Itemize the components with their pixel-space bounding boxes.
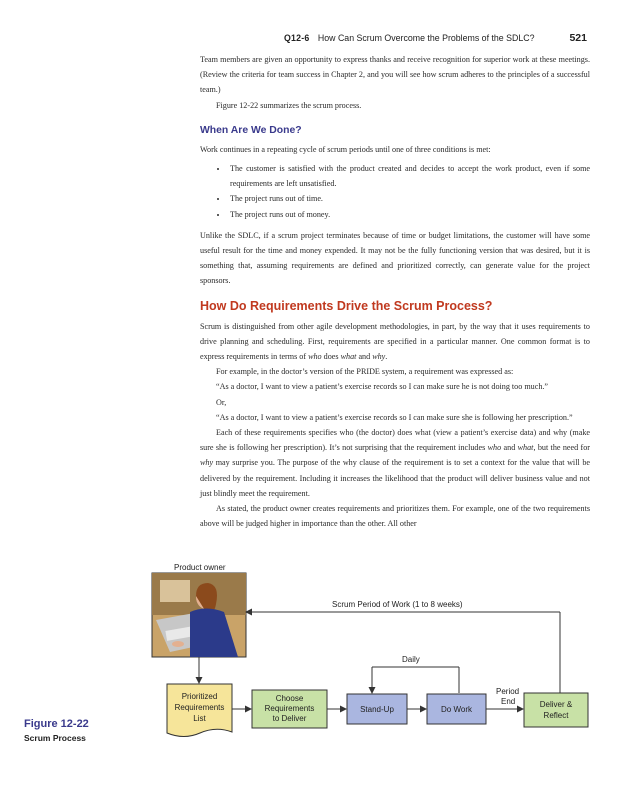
paragraph: Work continues in a repeating cycle of scrum periods until one of three conditions is met:	[200, 144, 491, 154]
paragraph: Scrum is distinguished from other agile development methodologies, in part, by the way that it uses requirements to drive planning and scheduling. First, requirements are specified in a particular manner. One common format is to express requirements in terms of who does what and why.	[200, 321, 590, 362]
product-owner-image	[152, 573, 246, 657]
stand-up-box	[347, 694, 407, 724]
list-item: • The customer is satisfied with the product created and decides to accept the work product, even if some requirements are left unsatisfied.	[228, 161, 590, 191]
period-end-label: End	[501, 697, 516, 706]
product-owner-label: Product owner	[174, 563, 226, 572]
figure-caption: Scrum Process	[24, 733, 86, 743]
svg-text:Deliver &: Deliver &	[539, 700, 573, 709]
section-title: How Can Scrum Overcome the Problems of the SDLC?	[317, 33, 535, 43]
svg-text:Reflect: Reflect	[543, 711, 569, 720]
svg-text:Requirements: Requirements	[174, 703, 225, 712]
section-heading: How Do Requirements Drive the Scrum Process?	[200, 298, 493, 313]
do-work-box	[427, 694, 486, 724]
paragraph: As stated, the product owner creates requirements and prioritizes them. For example, one of the two requirements above will be judged higher in importance than the other. All other	[200, 504, 590, 529]
period-end-label: Period	[496, 687, 520, 696]
quote: “As a doctor, I want to view a patient’s exercise records so I can make sure she is following her prescription.”	[216, 412, 573, 422]
svg-text:List: List	[193, 714, 206, 723]
page-number: 521	[569, 32, 587, 44]
svg-text:Do Work: Do Work	[441, 705, 472, 714]
list-item: • The project runs out of time.	[228, 191, 590, 206]
quote: “As a doctor, I want to view a patient’s exercise records so I can make sure he is not doing too much.”	[216, 382, 549, 392]
prioritized-requirements-list-box	[167, 684, 232, 737]
section-heading: When Are We Done?	[200, 124, 302, 136]
paragraph: Unlike the SDLC, if a scrum project terminates because of time or budget limitations, the customer will have some useful result for the time and money expended. It may not be the fully functioning version that was desired, but it is something that, assuming requirements are defined and prioritized correctly, can generate value for the project sponsors.	[200, 230, 590, 286]
svg-text:to Deliver: to Deliver	[272, 714, 307, 723]
list-item: • The project runs out of money.	[228, 207, 590, 222]
paragraph: Team members are given an opportunity to express thanks and receive recognition for superior work at these meetings. (Review the criteria for team success in Chapter 2, and you will see how scrum adheres to the principles of a successful team.)	[200, 55, 590, 95]
paragraph: Each of these requirements specifies who (the doctor) does what (view a patient’s exercise data) and why (make sure she is following her prescription). It’s not surprising that the requirement includes who and what, but the need for why may surprise you. The purpose of the why clause of the requirement is to set a context for the value that will be delivered by the requirement. Including it increases the likelihood that the product will deliver business value and not just blindly meet the requirement.	[200, 428, 591, 498]
deliver-reflect-box	[524, 693, 588, 727]
scrum-period-label: Scrum Period of Work (1 to 8 weeks)	[332, 600, 463, 609]
svg-text:Prioritized: Prioritized	[181, 692, 218, 701]
svg-text:Stand-Up: Stand-Up	[360, 705, 394, 714]
daily-label: Daily	[402, 655, 420, 664]
figure-label	[24, 718, 89, 743]
figure-number: Figure 12-22	[24, 718, 89, 730]
section-number: Q12-6	[284, 33, 310, 43]
svg-text:Choose: Choose	[275, 694, 304, 703]
paragraph: Or,	[216, 397, 227, 407]
svg-text:Requirements: Requirements	[264, 704, 315, 713]
paragraph: Figure 12-22 summarizes the scrum process.	[216, 100, 362, 110]
choose-requirements-box	[252, 690, 327, 728]
paragraph: For example, in the doctor’s version of the PRIDE system, a requirement was expressed as:	[216, 367, 514, 377]
